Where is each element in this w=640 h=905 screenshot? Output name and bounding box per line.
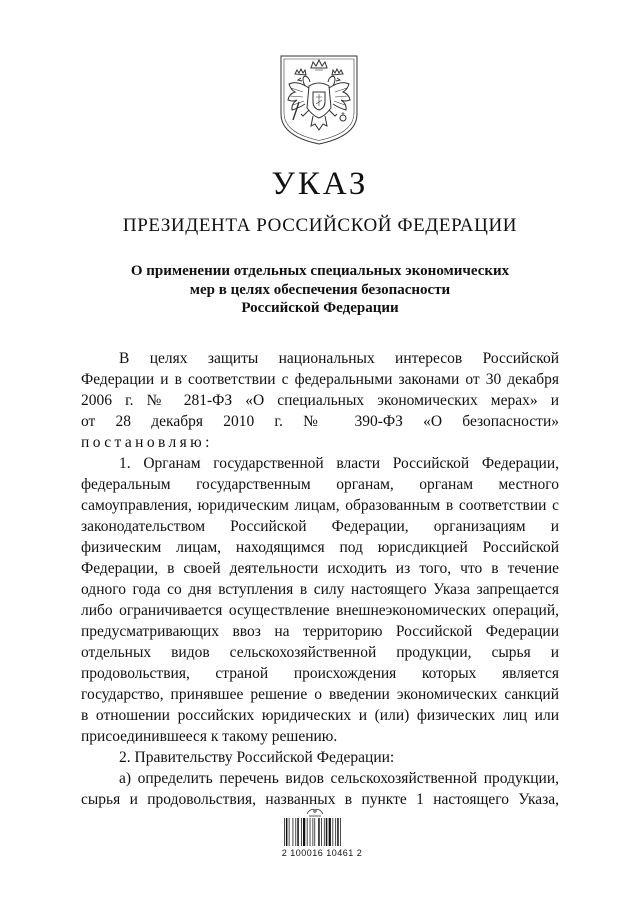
barcode-bar xyxy=(303,818,305,846)
barcode-bar xyxy=(332,818,333,846)
body-line: либо ограничивается осуществление внешнеэкономических операций, xyxy=(81,602,559,619)
barcode-bar xyxy=(284,818,285,846)
barcode-bar xyxy=(335,818,336,846)
decree-body xyxy=(81,348,559,810)
barcode-bar xyxy=(318,818,320,846)
body-line: В целях защиты национальных интересов Российской xyxy=(119,350,559,367)
barcode-bar xyxy=(313,818,314,846)
body-line: от 28 декабря 2010 г. № 390-ФЗ «О безопасности» xyxy=(81,413,559,430)
barcode xyxy=(283,818,363,846)
barcode-bar xyxy=(295,818,296,846)
coat-of-arms-icon xyxy=(275,50,363,148)
decree-title-line: Российской Федерации xyxy=(241,300,399,316)
body-line: а) определить перечень видов сельскохозяйственной продукции, xyxy=(119,770,559,787)
issuer-heading: ПРЕЗИДЕНТА РОССИЙСКОЙ ФЕДЕРАЦИИ xyxy=(122,215,518,236)
body-line: продовольствия, страной происхождения которых является xyxy=(81,665,559,682)
barcode-bar xyxy=(301,818,302,846)
barcode-bar xyxy=(293,818,294,846)
barcode-bar xyxy=(326,818,328,846)
barcode-bar xyxy=(310,818,311,846)
document-type-heading: УКАЗ xyxy=(271,166,369,202)
barcode-bar xyxy=(340,818,341,846)
barcode-bar xyxy=(297,818,299,846)
body-line: государство, принявшее решение о введении экономических санкций xyxy=(81,686,559,703)
barcode-number: 2 100016 10461 2 xyxy=(281,848,363,858)
barcode-bar xyxy=(307,818,308,846)
body-line: федеральным государственным органам, органам местного xyxy=(81,476,559,493)
body-line: присоединившееся к такому решению. xyxy=(81,728,338,745)
body-line: законодательством Российской Федерации, организациям и xyxy=(81,518,559,535)
body-line: 2006 г. № 281-ФЗ «О специальных экономических мерах» и xyxy=(81,392,559,409)
body-line: Федерации и в соответствии с федеральными законами от 30 декабря xyxy=(81,371,559,388)
body-line: предусматривающих ввоз на территорию Российской Федерации xyxy=(81,623,559,640)
body-line: 1. Органам государственной власти Российской Федерации, xyxy=(119,455,559,472)
barcode-bar xyxy=(314,818,315,846)
body-line: одного года со дня вступления в силу настоящего Указа запрещается xyxy=(81,581,559,598)
decree-title xyxy=(100,262,540,318)
body-line: физическим лицам, находящимся под юрисдикцией Российской xyxy=(81,539,559,556)
body-line: в отношении российских юридических и (или) физических лиц или xyxy=(81,707,559,724)
body-line: отдельных видов сельскохозяйственной продукции, сырья и xyxy=(81,644,559,661)
body-line: сырья и продовольствия, названных в пункте 1 настоящего Указа, xyxy=(81,791,559,808)
body-line: Федерации, в своей деятельности исходить из того, что в течение xyxy=(81,560,559,577)
barcode-bar xyxy=(289,818,290,846)
barcode-bar xyxy=(324,818,325,846)
barcode-bar xyxy=(337,818,339,846)
body-line-enacting-word: постановляю: xyxy=(81,434,213,451)
barcode-bar xyxy=(321,818,322,846)
body-line: 2. Правительству Российской Федерации: xyxy=(119,749,395,766)
decree-title-line: О применении отдельных специальных экономических xyxy=(130,263,510,279)
barcode-bar xyxy=(286,818,288,846)
decree-title-line: мер в целях обеспечения безопасности xyxy=(189,281,451,298)
printer-mark-icon xyxy=(304,805,326,817)
body-line: самоуправления, юридическим лицам, образованным в соответствии с xyxy=(81,497,559,514)
barcode-bar xyxy=(329,818,331,846)
